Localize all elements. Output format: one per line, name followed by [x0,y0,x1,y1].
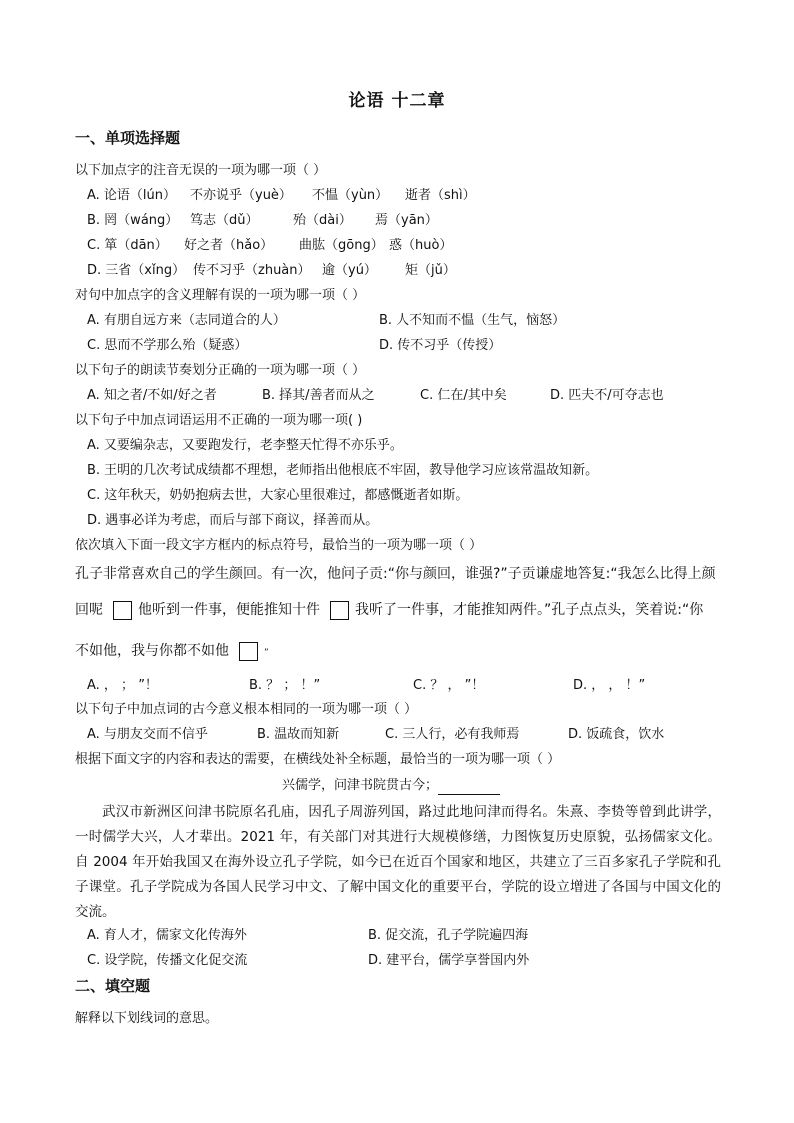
option-part: 笃志（dǔ） [190,213,259,228]
option-b: B. 人不知而不愠（生气，恼怒） [379,313,566,328]
passage-text: 不如他，我与你都不如他 [75,643,229,659]
question-7-heading [282,777,500,795]
punctuation-box-3 [239,642,258,661]
passage-paragraph: 武汉市新洲区问津书院原名孔庙，因孔子周游列国，路过此地问津而得名。朱熹、李贽等曾到此讲学，一时儒学大兴，人才辈出。2021 年，有关部门对其进行大规模修缮，力图恢复历史原貌，弘扬儒家文化。自 2004 年开始我国又在海外设立孔子学院，如今已在近百个国家和地区，共建立了三百多家孔子学院和孔子课堂。孔子学院成为各国人民学习中文、了解中国文化的重要平台，学院的设立增进了各国与中国文化的交流。 [75,804,721,920]
punctuation-box-2 [330,601,349,620]
question-2-options-ab [87,312,707,330]
option-part: 焉（yān） [375,213,438,228]
option-a: A. 有朋自远方来（志同道合的人） [87,313,286,328]
question-8-stem: 解释以下划线词的意思。 [75,1011,219,1026]
option-part: B. 罔（wáng） [87,213,179,228]
option-a: A. 育人才，儒家文化传海外 [87,928,247,943]
question-7-passage [75,800,721,925]
option-b: B. 择其/善者而从之 [262,388,375,403]
option-d: D. 传不习乎（传授） [379,338,502,353]
question-1-stem: 以下加点字的注音无误的一项为哪一项（ ） [75,163,327,178]
option-d: D. ， ， ！” [573,678,646,693]
option-part: 逝者（shì） [405,188,476,203]
option-b: B. ？ ； ！” [249,678,321,693]
question-7-options-cd [87,952,707,970]
question-6-options [87,726,707,744]
option-c: C. 思而不学那么殆（疑惑） [87,338,248,353]
option-part: D. 三省（xǐng） [87,263,186,278]
option-part: C. 箪（dān） [87,238,168,253]
question-5-passage-line-1: 孔子非常喜欢自己的学生颜回。有一次，他问子贡:“你与颜回，谁强?”子贡谦虚地答复:“我怎么比得上颜 [75,566,716,582]
option-part: 矩（jǔ） [405,263,456,278]
option-part: 不亦说乎（yuè） [190,188,292,203]
question-5-stem: 依次填入下面一段文字方框内的标点符号，最恰当的一项为哪一项（ ） [75,538,483,553]
option-part: 逾（yú） [322,263,377,278]
passage-text: 回呢 [75,602,103,618]
heading-text: 兴儒学，问津书院贯古今； [282,778,439,793]
option-d: D. 建平台，儒学享誉国内外 [368,953,530,968]
option-part: 曲肱（gōng） [299,238,384,253]
question-7-options-ab [87,927,707,945]
page-title: 论语 十二章 [348,91,446,111]
punctuation-box-1 [113,601,132,620]
question-1-option-d [87,262,707,280]
option-part: 不愠（yùn） [312,188,389,203]
question-4-stem: 以下句子中加点词语运用不正确的一项为哪一项( ) [75,413,363,428]
passage-text: ” [264,648,269,658]
heading-blank [438,780,500,795]
question-3-options [87,387,707,405]
option-c: C. 三人行，必有我师焉 [385,727,520,742]
question-1-option-b [87,212,707,230]
option-b: B. 促交流，孔子学院遍四海 [368,928,529,943]
question-2-options-cd [87,337,707,355]
question-4-option-a: A. 又要编杂志，又要跑发行，老李整天忙得不亦乐乎。 [87,438,403,453]
option-part: 殆（dài） [293,213,352,228]
passage-text: 我听了一件事，才能推知两件。”孔子点点头，笑着说:“你 [355,602,704,618]
option-part: 好之者（hǎo） [184,238,274,253]
option-d: D. 匹夫不/可夺志也 [550,388,664,403]
option-part: A. 论语（lún） [87,188,177,203]
question-4-option-b: B. 王明的几次考试成绩都不理想，老师指出他根底不牢固，教导他学习应该常温故知新。 [87,463,599,478]
question-3-stem: 以下句子的朗读节奏划分正确的一项为哪一项（ ） [75,363,366,378]
question-7-stem: 根据下面文字的内容和表达的需要，在横线处补全标题，最恰当的一项为哪一项（ ） [75,752,561,767]
option-d: D. 饭疏食，饮水 [568,727,665,742]
option-part: 传不习乎（zhuàn） [193,263,311,278]
section-heading-fill-in: 二、填空题 [75,977,151,995]
question-4-option-c: C. 这年秋天，奶奶抱病去世，大家心里很难过，都感慨逝者如斯。 [87,488,469,503]
question-5-options [87,677,707,695]
option-b: B. 温故而知新 [257,727,340,742]
question-6-stem: 以下句子中加点词的古今意义根本相同的一项为哪一项（ ） [75,702,418,717]
option-c: C. 仁在/其中矣 [420,388,507,403]
question-1-option-a [87,187,707,205]
option-c: C. ？ ， ”！ [413,678,485,693]
option-part: 惑（huò） [389,238,453,253]
option-a: A. 与朋友交而不信乎 [87,727,208,742]
question-5-passage-line-3 [75,641,269,663]
question-2-stem: 对句中加点字的含义理解有误的一项为哪一项（ ） [75,288,366,303]
question-5-passage-line-2 [75,600,703,620]
question-1-option-c [87,237,707,255]
option-c: C. 设学院，传播文化促交流 [87,953,248,968]
passage-text: 他听到一件事，便能推知十件 [138,602,320,618]
option-a: A. 知之者/不如/好之者 [87,388,217,403]
section-heading-single-choice: 一、单项选择题 [75,129,181,147]
question-4-option-d: D. 遇事必详为考虑，而后与部下商议，择善而从。 [87,513,379,528]
option-a: A. ， ； ”！ [87,678,158,693]
